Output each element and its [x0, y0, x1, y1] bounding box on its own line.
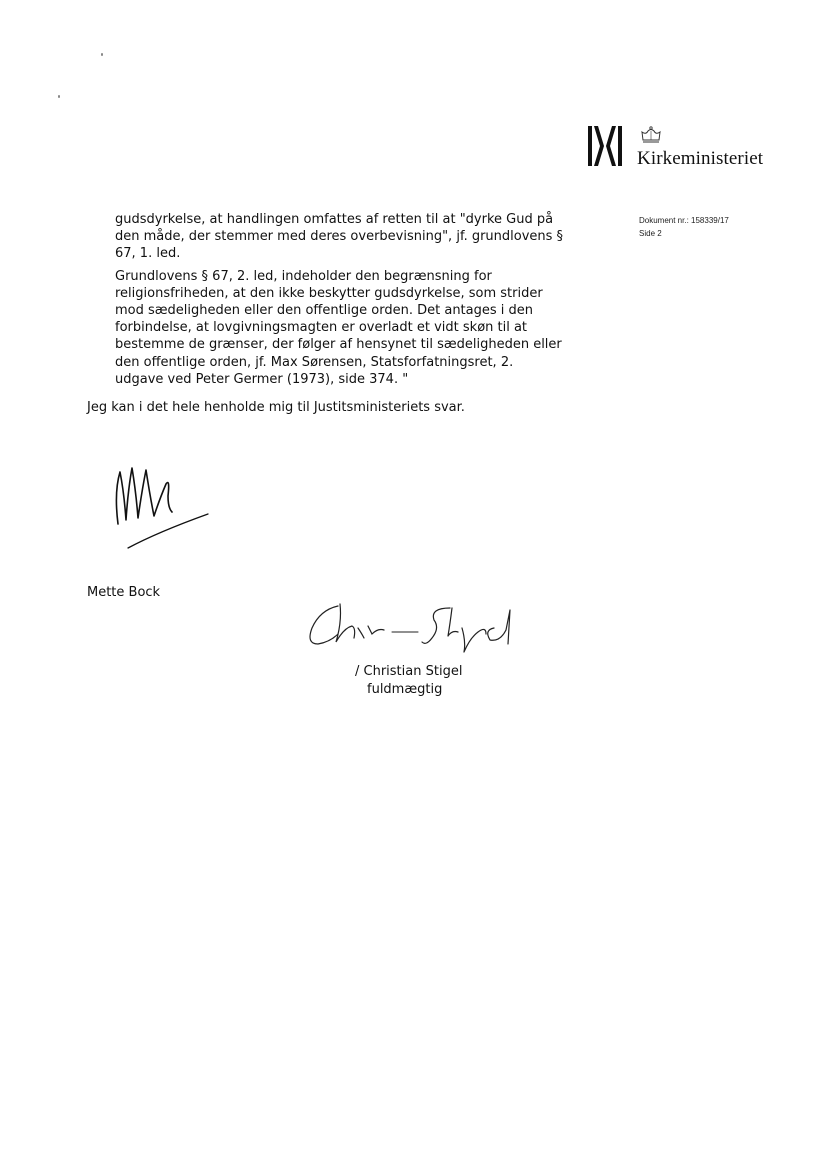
crown-icon — [640, 126, 662, 144]
quoted-text-block — [115, 211, 565, 393]
signature-christian-stigel — [300, 598, 530, 654]
quote-paragraph: Grundlovens § 67, 2. led, indeholder den begrænsning for religionsfriheden, at den ikke beskytter gudsdyrkelse, som strider mod sædeligheden eller den offentlige orden. Det antages i den forbindelse, at lovgivningsmagten er overladt et vidt skøn til at bestemme de grænser, der følger af hensynet til sædeligheden eller den offentlige orden, jf. Max Sørensen, Statsforfatningsret, 2. udgave ved Peter Germer (1973), side 374. " — [115, 268, 562, 387]
quote-paragraph: gudsdyrkelse, at handlingen omfattes af retten til at "dyrke Gud på den måde, der stemmer med deres overbevisning", jf. grundlovens § 67, 1. led. — [115, 212, 564, 262]
ministry-logo-icon — [588, 126, 622, 166]
closing-statement: Jeg kan i det hele henholde mig til Justitsministeriets svar. — [87, 400, 465, 415]
page-number: Side 2 — [639, 229, 662, 238]
document-number: Dokument nr.: 158339/17 — [639, 216, 729, 225]
signature-mette-bock — [108, 462, 212, 554]
scan-speck — [101, 53, 103, 56]
secondary-signatory-name: / Christian Stigel — [355, 664, 463, 679]
scan-speck — [58, 95, 60, 98]
signatory-name: Mette Bock — [87, 585, 161, 600]
secondary-signatory-title: fuldmægtig — [367, 682, 443, 697]
organization-name: Kirkeministeriet — [637, 148, 764, 169]
document-meta — [639, 214, 729, 240]
